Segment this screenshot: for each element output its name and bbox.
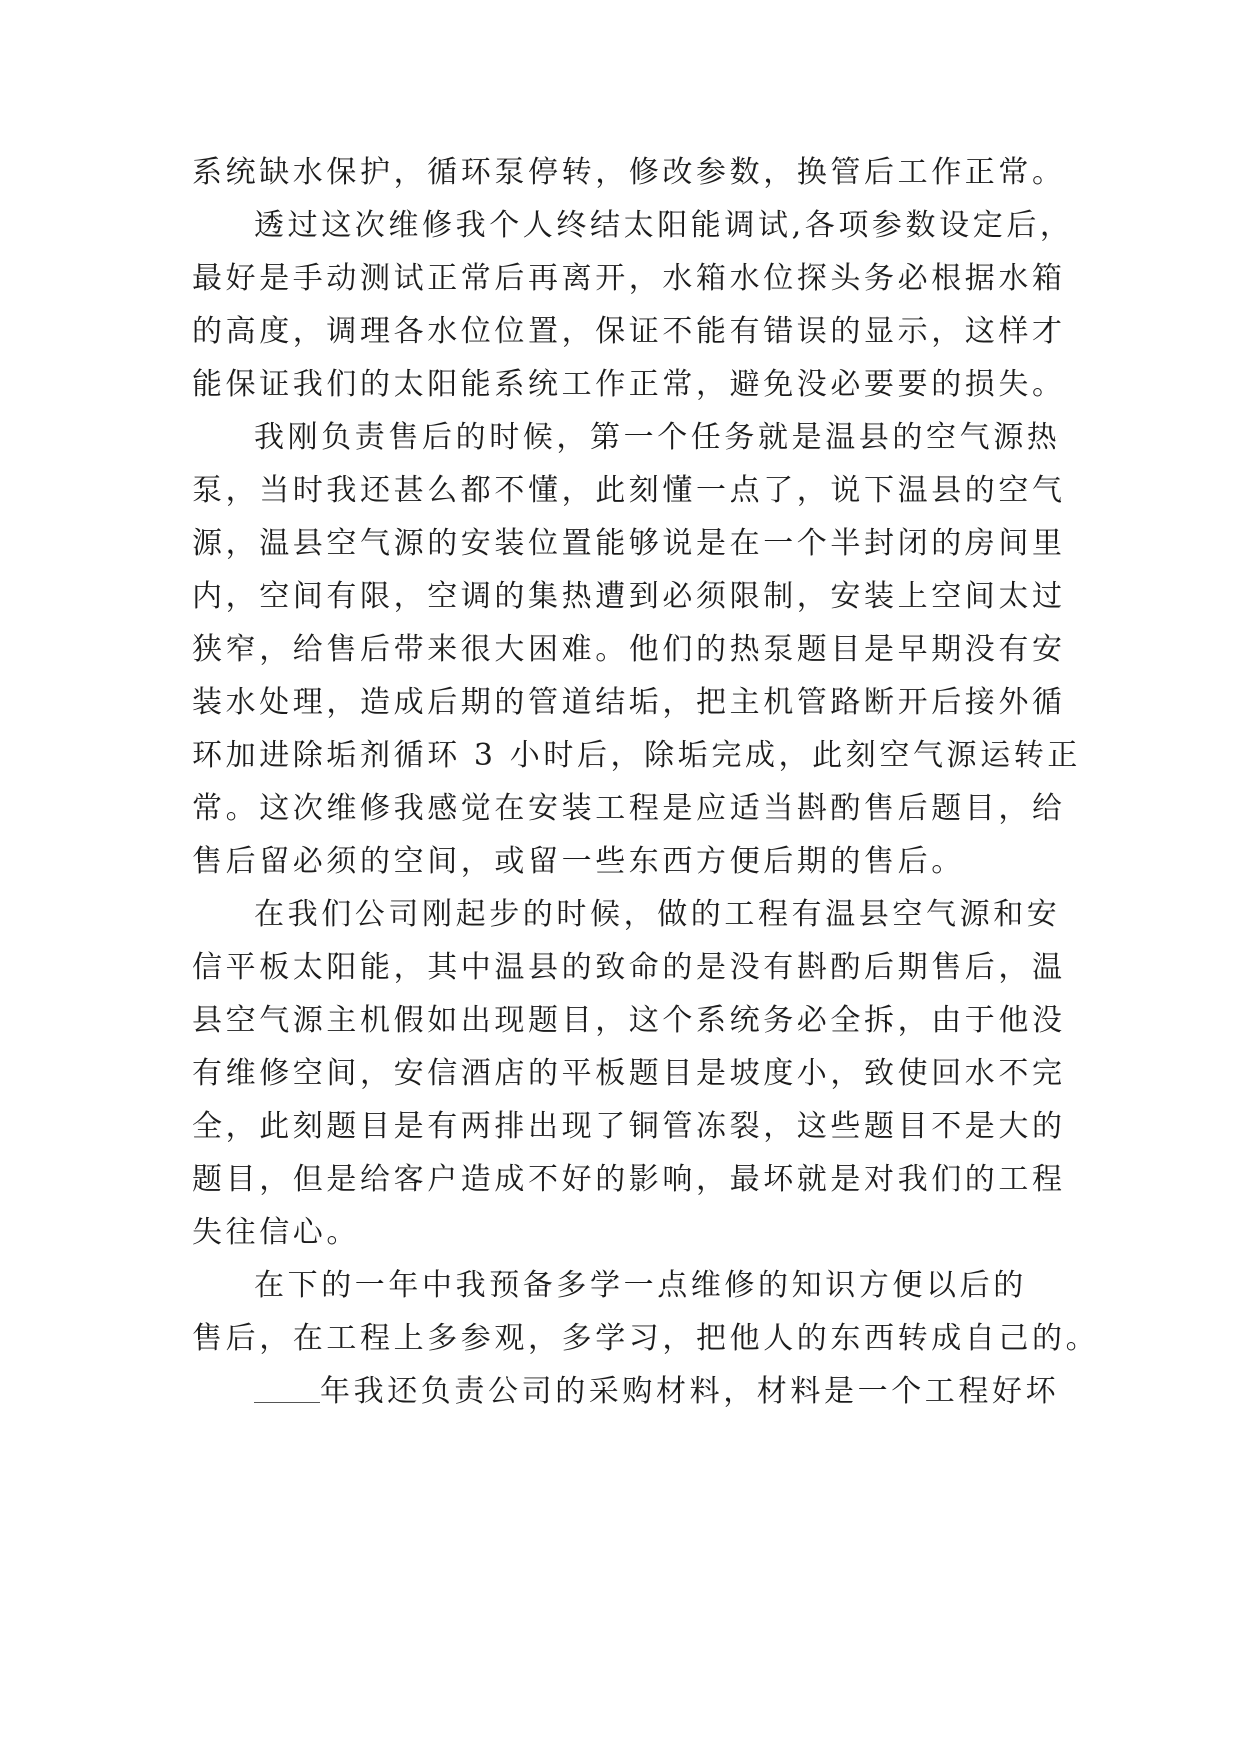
text-line: 狭窄，给售后带来很大困难。他们的热泵题目是早期没有安: [192, 632, 1066, 667]
text-line: 售后，在工程上多参观，多学习，把他人的东西转成自己的。: [192, 1321, 1100, 1356]
text-line: 常。这次维修我感觉在安装工程是应适当斟酌售后题目，给: [192, 791, 1066, 826]
paragraph-start-line: 透过这次维修我个人终结太阳能调试,各项参数设定后，: [254, 208, 1074, 243]
text-line: 泵，当时我还甚么都不懂，此刻懂一点了，说下温县的空气: [192, 473, 1066, 508]
text-line: 有维修空间，安信酒店的平板题目是坡度小，致使回水不完: [192, 1056, 1066, 1091]
text-line: 全，此刻题目是有两排出现了铜管冻裂，这些题目不是大的: [192, 1109, 1066, 1144]
text-line: 源，温县空气源的安装位置能够说是在一个半封闭的房间里: [192, 526, 1066, 561]
text-line: 县空气源主机假如出现题目，这个系统务必全拆，由于他没: [192, 1003, 1066, 1038]
text-line: 售后留必须的空间，或留一些东西方便后期的售后。: [192, 844, 965, 879]
paragraph-start-line: 在下的一年中我预备多学一点维修的知识方便以后的: [254, 1268, 1027, 1303]
text-line: 环加进除垢剂循环 3 小时后，除垢完成，此刻空气源运转正: [192, 738, 1081, 773]
text-line: 的高度，调理各水位位置，保证不能有错误的显示，这样才: [192, 314, 1066, 349]
text-line: 装水处理，造成后期的管道结垢，把主机管路断开后接外循: [192, 685, 1066, 720]
text-line: 年我还负责公司的采购材料，材料是一个工程好坏: [320, 1374, 1060, 1409]
text-line: 系统缺水保护，循环泵停转，修改参数，换管后工作正常。: [192, 155, 1066, 190]
text-line: 信平板太阳能，其中温县的致命的是没有斟酌后期售后，温: [192, 950, 1066, 985]
text-line: 失往信心。: [192, 1215, 360, 1250]
text-line: 题目，但是给客户造成不好的影响，最坏就是对我们的工程: [192, 1162, 1066, 1197]
paragraph-start-line: 我刚负责售后的时候，第一个任务就是温县的空气源热: [254, 420, 1061, 455]
text-line: 能保证我们的太阳能系统工作正常，避免没必要要的损失。: [192, 367, 1066, 402]
text-line: 内，空间有限，空调的集热遭到必须限制，安装上空间太过: [192, 579, 1066, 614]
paragraph-start-line: 在我们公司刚起步的时候，做的工程有温县空气源和安: [254, 897, 1061, 932]
fill-in-blank: [254, 1374, 320, 1403]
paragraph-start-line: [254, 1372, 1114, 1412]
text-line: 最好是手动测试正常后再离开，水箱水位探头务必根据水箱: [192, 261, 1066, 296]
